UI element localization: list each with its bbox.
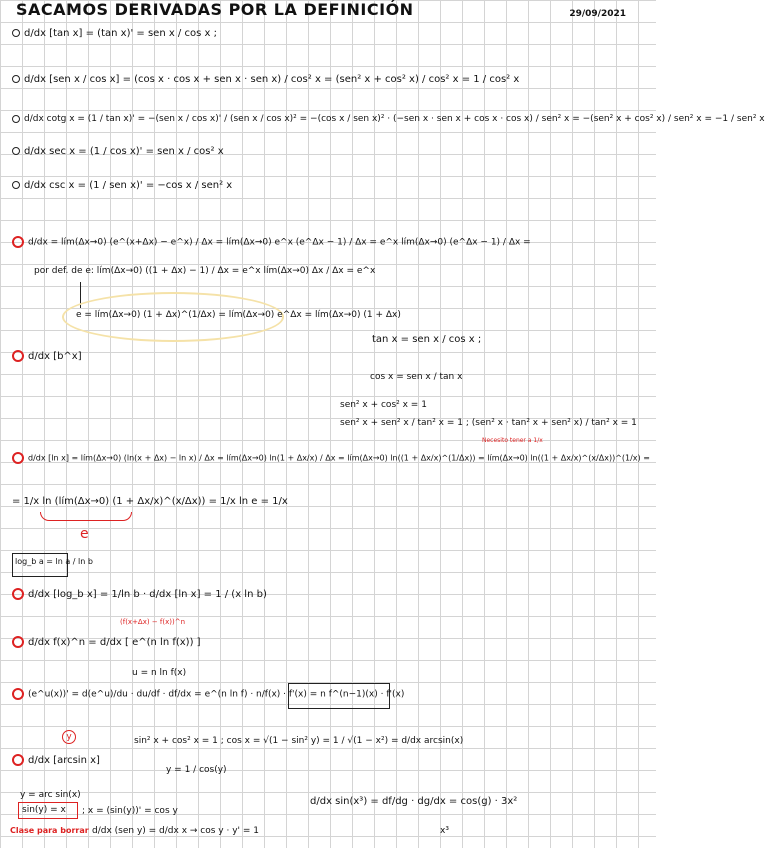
exp-derivative-2: por def. de e: lím(Δx→0) ((1 + Δx) − 1) / Δx = e^x lím(Δx→0) Δx / Δx = e^x [34, 266, 376, 276]
sin-derivative: ; x = (sin(y))' = cos y [82, 806, 178, 816]
exp-derivative-1: d/dx = lím(Δx→0) (e^(x+Δx) − e^x) / Δx = lím(Δx→0) e^x (e^Δx − 1) / Δx = e^x lím(Δx→0) (e^Δx − 1) / Δx = [12, 236, 531, 248]
power-derivative: d/dx f(x)^n = d/dx [ e^(n ln f(x)) ] [12, 636, 201, 649]
implicit-derivative: d/dx (sen y) = d/dx x → cos y · y' = 1 [92, 826, 259, 836]
result-box [288, 683, 390, 709]
tan-identity: tan x = sen x / cos x ; [372, 334, 482, 345]
y-prime-cos: y = 1 / cos(y) [166, 765, 227, 775]
e-label: e [80, 526, 89, 542]
ln-derivative-2: = 1/x ln (lím(Δx→0) (1 + Δx/x)^(x/Δx)) = 1/x ln e = 1/x [12, 496, 288, 507]
date: 29/09/2021 [569, 9, 626, 19]
page-title: SACAMOS DERIVADAS POR LA DEFINICIÓN [16, 0, 414, 19]
quotient-rule: d/dx [sen x / cos x] = (cos x · cos x + sen x · sen x) / cos² x = (sen² x + cos² x) / cos² x = 1 / cos² x [12, 74, 519, 86]
pythagorean-identity-3: sin² x + cos² x = 1 ; cos x = √(1 − sin² y) = 1 / √(1 − x²) = d/dx arcsin(x) [134, 736, 464, 746]
sec-derivative: d/dx sec x = (1 / cos x)' = sen x / cos² x [12, 146, 224, 158]
ln-side-note: Necesito tener a 1/x [482, 437, 543, 444]
bx-derivative: d/dx [b^x] [12, 350, 82, 363]
cotg-derivative: d/dx cotg x = (1 / tan x)' = −(sen x / cos x)' / (sen x / cos x)² = −(cos x / sen x)² · (−sen x · sen x + cos x · cos x) / sen² x = −(sen² x + cos² x) / sen² x = −1 / sen² x [12, 114, 765, 124]
arcsin-derivative: d/dx [arcsin x] [12, 754, 100, 767]
def-of-e: e = lím(Δx→0) (1 + Δx)^(1/Δx) = lím(Δx→0) e^Δx = lím(Δx→0) (1 + Δx) [76, 310, 401, 320]
chain-rule: (e^u(x))' = d(e^u)/du · du/df · df/dx = e^(n ln f) · n/f(x) · f'(x) = n f^(n−1)(x) · f'(x) [12, 688, 404, 700]
red-note-power: (f(x+Δx) − f(x))^n [120, 618, 186, 626]
red-bottom-note: Clase para borrar [10, 826, 89, 835]
pythagorean-identity-1: sen² x + cos² x = 1 [340, 400, 427, 410]
ln-derivative-1: d/dx [ln x] = lím(Δx→0) (ln(x + Δx) − ln x) / Δx = lím(Δx→0) ln(1 + Δx/x) / Δx = lím(Δx→0) ln((1 + Δx/x)^(1/Δx)) = lím(Δx→0) ln((1 + Δx/x)^(x/Δx))^(1/x) = [12, 452, 650, 464]
cos-tan-identity: cos x = sen x / tan x [370, 372, 463, 382]
tan-derivative: d/dx [tan x] = (tan x)' = sen x / cos x ; [12, 28, 217, 40]
chain-rule-example: d/dx sin(x³) = df/dg · dg/dx = cos(g) · 3x² [310, 796, 518, 807]
pythagorean-identity-2: sen² x + sen² x / tan² x = 1 ; (sen² x · tan² x + sen² x) / tan² x = 1 [340, 418, 637, 428]
y-arcsin: y = arc sin(x) [20, 790, 81, 800]
e-brace [40, 512, 132, 521]
x-cubed: x³ [440, 826, 449, 836]
log-derivative: d/dx [log_b x] = 1/ln b · d/dx [ln x] = 1 / (x ln b) [12, 588, 267, 601]
log-identity: log_b a = ln a / ln b [15, 557, 93, 566]
y-circle: y [62, 730, 76, 744]
u-definition: u = n ln f(x) [132, 668, 187, 678]
sin-y-x: sin(y) = x [22, 805, 66, 815]
csc-derivative: d/dx csc x = (1 / sen x)' = −cos x / sen² x [12, 180, 232, 192]
